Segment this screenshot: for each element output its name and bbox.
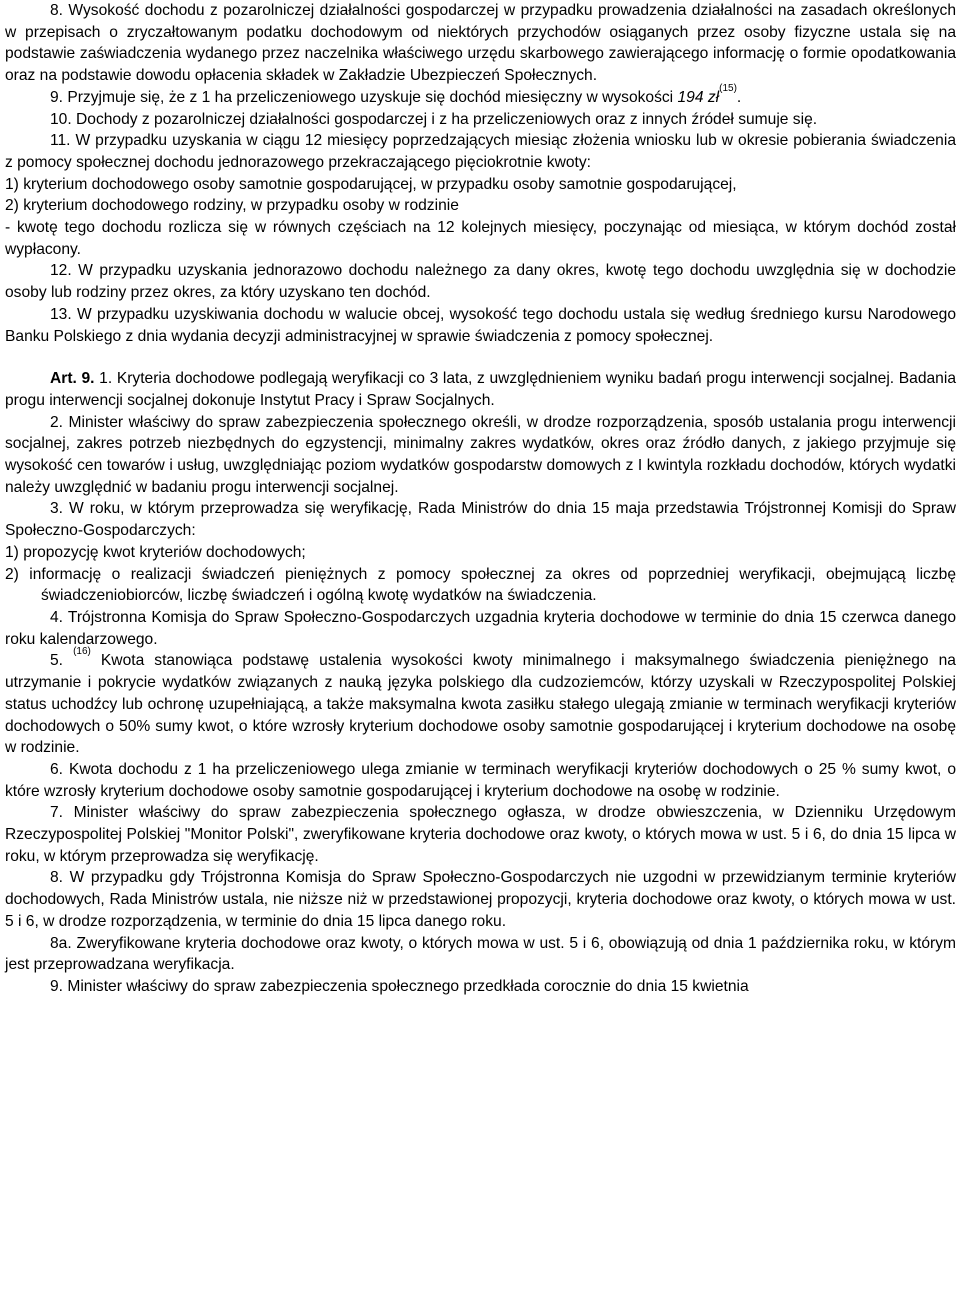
paragraph-12: 12. W przypadku uzyskania jednorazowo dochodu należnego za dany okres, kwotę tego dochodu uwzględnia się w dochodzie osoby lub rodziny przez okres, za który uzyskano ten dochód. [5,262,956,302]
article-9-para-5-number: 5. [50,652,64,670]
footnote-16: (16) [73,646,91,658]
article-9-para-2: 2. Minister właściwy do spraw zabezpieczenia społecznego określi, w drodze rozporządzenia, sposób ustalania progu interwencji socjalnej, zakres potrzeb niezbędnych do egzystencji, minimalny zakres wydatków, okres oraz źródło danych, z jakiego przyjmuje się wysokość cen towarów i usług, uwzględniając poziom wydatków gospodarstw domowych z I kwintyla rozkładu dochodów, których wydatki należy uwzględnić w badaniu progu interwencji socjalnej. [5,413,956,496]
article-9-para-4: 4. Trójstronna Komisja do Spraw Społeczno-Gospodarczych uzgadnia kryteria dochodowe w terminie do dnia 15 czerwca danego roku kalendarzowego. [5,608,956,648]
article-9-para-1-text: 1. Kryteria dochodowe podlegają weryfikacji co 3 lata, z uwzględnieniem wyniku badań progu interwencji socjalnej. Badania progu interwencji socjalnej dokonuje Instytut Pracy i Spraw Socjalnych. [5,370,956,409]
article-9-para-7: 7. Minister właściwy do spraw zabezpieczenia społecznego ogłasza, w drodze obwieszczenia, w Dzienniku Urzędowym Rzeczypospolitej Polskiej "Monitor Polski", zweryfikowane kryteria dochodowe oraz kwoty, o których mowa w ust. 5 i 6, do dnia 15 lipca w roku, w którym przeprowadza się weryfikację. [5,804,956,865]
article-9-para-5-text: Kwota stanowiąca podstawę ustalenia wysokości kwoty minimalnego i maksymalnego świadczenia pieniężnego na utrzymanie i pokrycie wydatków związanych z nauką języka polskiego dla cudzoziemców, którzy uzyskali w Rzeczypospolitej Polskiej status uchodźcy lub ochronę uzupełniającą, a także maksymalna kwota zasiłku stałego ulegają zmianie w terminach weryfikacji kryteriów dochodowych o 50% sumy kwot, o które wzrosły kryterium dochodowe osoby samotnie gospodarującej i kryterium dochodowe na osobę w rodzinie. [5,652,956,757]
footnote-15: (15) [719,82,737,94]
article-9-para-5 [5,646,956,759]
article-9-para-3-item-2: 2) informację o realizacji świadczeń pieniężnych z pomocy społecznej za okres od poprzedniej weryfikacji, obejmującą liczbę świadczeniobiorców, liczbę świadczeń i ogólną kwotę wydatków na świadczenia. [5,565,956,605]
section-gap [5,347,956,368]
paragraph-11-item-2: 2) kryterium dochodowego rodziny, w przypadku osoby w rodzinie [5,197,459,215]
article-9-label: Art. 9. [50,370,95,388]
paragraph-11-intro: 11. W przypadku uzyskania w ciągu 12 miesięcy poprzedzających miesiąc złożenia wniosku lub w okresie pobierania świadczenia z pomocy społecznej dochodu jednorazowego przekraczającego pięciokrotnie kwoty: [5,132,956,171]
paragraph-13: 13. W przypadku uzyskiwania dochodu w walucie obcej, wysokość tego dochodu ustala się według średniego kursu Narodowego Banku Polskiego z dnia wydania decyzji administracyjnej w sprawie świadczenia z pomocy społecznej. [5,305,956,345]
paragraph-11-end: - kwotę tego dochodu rozlicza się w równych częściach na 12 kolejnych miesięcy, poczynając od miesiąca, w którym dochód został wypłacony. [5,219,956,258]
paragraph-10: 10. Dochody z pozarolniczej działalności gospodarczej i z ha przeliczeniowych oraz z innych źródeł sumuje się. [50,110,818,128]
paragraph-9-end: . [736,88,742,106]
paragraph-11-item-1: 1) kryterium dochodowego osoby samotnie gospodarującej, w przypadku osoby samotnie gospodarującej, [5,175,737,193]
paragraph-9 [5,82,956,109]
article-9-para-1 [5,368,956,411]
article-9-para-8a: 8a. Zweryfikowane kryteria dochodowe oraz kwoty, o których mowa w ust. 5 i 6, obowiązują od dnia 1 października roku, w którym jest przeprowadzana weryfikacja. [5,934,956,974]
paragraph-9-text: 9. Przyjmuje się, że z 1 ha przeliczeniowego uzyskuje się dochód miesięczny w wysokości [50,88,678,106]
article-9-para-3-intro: 3. W roku, w którym przeprowadza się weryfikację, Rada Ministrów do dnia 15 maja przedstawia Trójstronnej Komisji do Spraw Społeczno-Gospodarczych: [5,500,956,540]
paragraph-9-amount: 194 zł [677,88,720,106]
article-9-para-8: 8. W przypadku gdy Trójstronna Komisja do Spraw Społeczno-Gospodarczych nie uzgodni w przewidzianym terminie kryteriów dochodowych, Rada Ministrów ustala, nie niższe niż w przedstawionej propozycji, kryteria dochodowe oraz kwoty, o których mowa w ust. 5 i 6, w drodze rozporządzenia, w terminie do dnia 15 lipca danego roku. [5,869,956,930]
paragraph-8: 8. Wysokość dochodu z pozarolniczej działalności gospodarczej w przypadku prowadzenia działalności na zasadach określonych w przepisach o zryczałtowanym podatku dochodowym od niektórych przychodów osiąganych przez osoby fizyczne ustala się na podstawie zaświadczenia wydanego przez naczelnika właściwego urzędu skarbowego zawierającego informację o formie opodatkowania oraz na podstawie dowodu opłacenia składek w Zakładzie Ubezpieczeń Społecznych. [5,2,956,85]
article-9-para-9: 9. Minister właściwy do spraw zabezpieczenia społecznego przedkłada corocznie do dnia 15 kwietnia [50,977,749,995]
article-9-para-3-item-1: 1) propozycję kwot kryteriów dochodowych; [5,543,306,561]
article-9-para-6: 6. Kwota dochodu z 1 ha przeliczeniowego ulega zmianie w terminach weryfikacji kryteriów dochodowych o 25 % sumy kwot, o które wzrosły kryterium dochodowe osoby samotnie gospodarującej i kryterium dochodowe na osobę w rodzinie. [5,760,956,800]
